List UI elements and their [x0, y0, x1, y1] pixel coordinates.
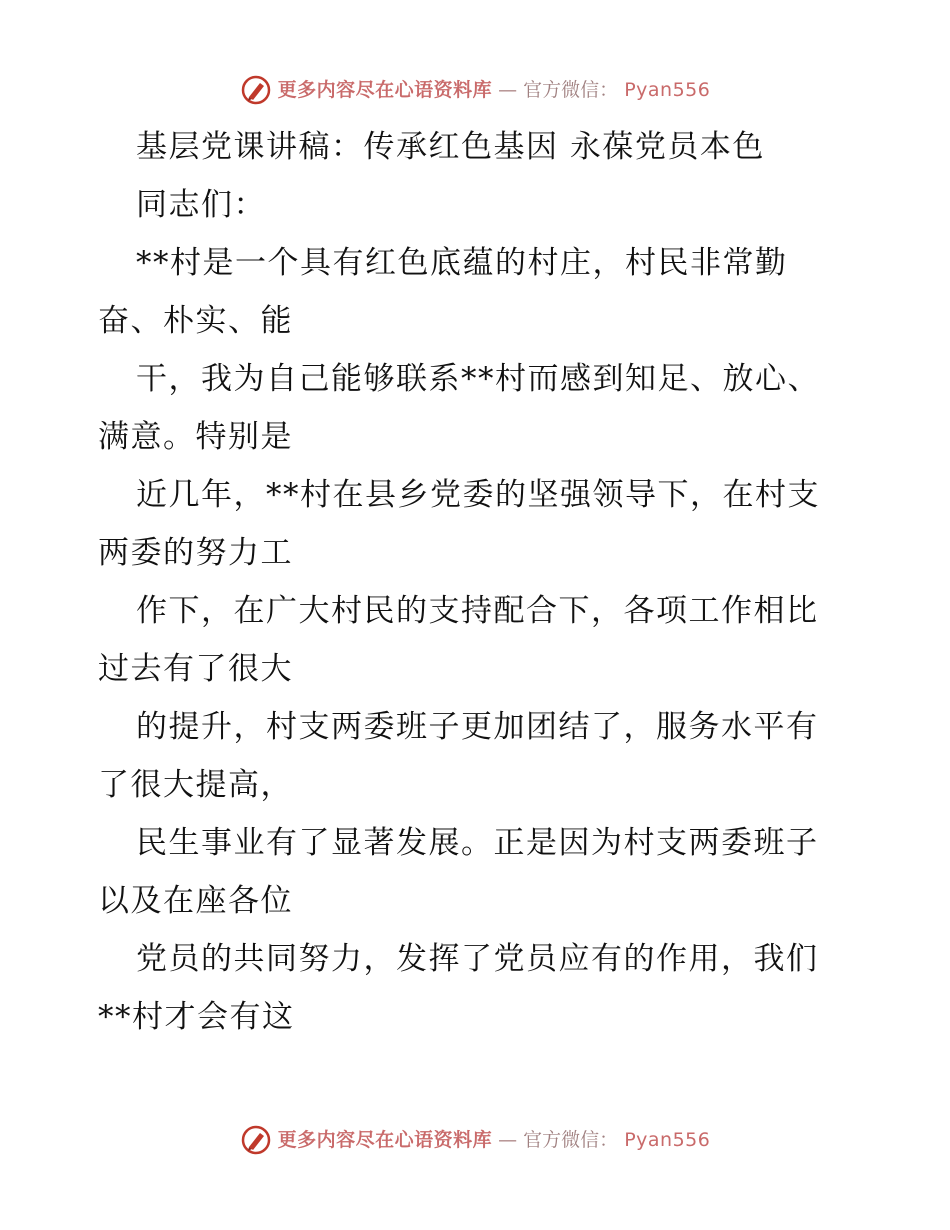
- paragraph-line: 近几年，**村在县乡党委的坚强领导下，在村支: [136, 477, 820, 513]
- watermark-dash: —: [498, 1128, 518, 1151]
- paragraph-line: 了很大提高，: [98, 767, 293, 803]
- watermark-main-text: 更多内容尽在心语资料库: [277, 1128, 493, 1151]
- pen-logo-icon: [240, 1124, 272, 1156]
- paragraph-line: 党员的共同努力，发挥了党员应有的作用，我们: [136, 941, 819, 977]
- watermark-wechat-id: Pyan556: [624, 1128, 711, 1151]
- paragraph-line: 的提升，村支两委班子更加团结了，服务水平有: [136, 709, 819, 745]
- watermark-main-text: 更多内容尽在心语资料库: [277, 78, 493, 101]
- pen-logo-icon: [240, 74, 272, 106]
- paragraph-line: 干，我为自己能够联系**村而感到知足、放心、: [136, 361, 820, 397]
- document-body: [98, 118, 858, 1046]
- document-title: 基层党课讲稿：传承红色基因 永葆党员本色: [136, 129, 765, 165]
- document-greeting: 同志们：: [136, 187, 266, 223]
- watermark-footer: [0, 1120, 950, 1160]
- watermark-wechat-id: Pyan556: [624, 78, 711, 101]
- watermark-wechat-label: 官方微信：: [523, 78, 619, 101]
- paragraph-line: 民生事业有了显著发展。正是因为村支两委班子: [136, 825, 819, 861]
- paragraph-line: 过去有了很大: [98, 651, 293, 687]
- watermark-dash: —: [498, 78, 518, 101]
- watermark-header: [0, 70, 950, 110]
- paragraph-line: 作下，在广大村民的支持配合下，各项工作相比: [136, 593, 819, 629]
- paragraph-line: **村是一个具有红色底蕴的村庄，村民非常勤: [136, 245, 788, 281]
- paragraph-line: **村才会有这: [98, 999, 295, 1035]
- paragraph-line: 满意。特别是: [98, 419, 293, 455]
- paragraph-line: 两委的努力工: [98, 535, 293, 571]
- paragraph-line: 奋、朴实、能: [98, 303, 293, 339]
- watermark-wechat-label: 官方微信：: [523, 1128, 619, 1151]
- paragraph-line: 以及在座各位: [98, 883, 293, 919]
